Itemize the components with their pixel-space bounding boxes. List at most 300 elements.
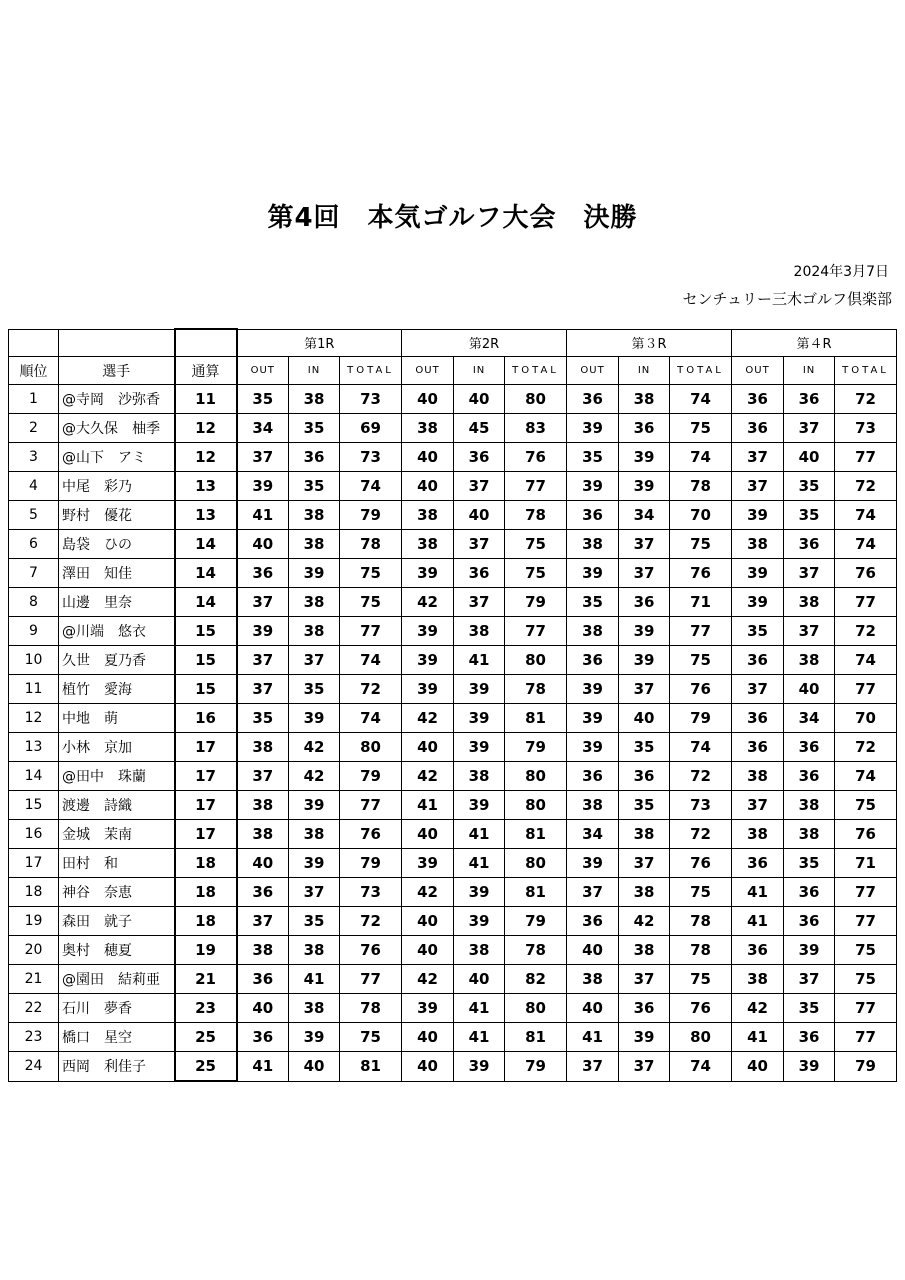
r2-in-cell: 39 bbox=[454, 733, 505, 762]
r1-in-cell: 38 bbox=[289, 994, 340, 1023]
r2-in-cell: 39 bbox=[454, 791, 505, 820]
player-name-cell: 石川 夢香 bbox=[59, 994, 175, 1023]
r4-total-cell: 77 bbox=[835, 588, 897, 617]
r2-total-cell: 81 bbox=[505, 704, 567, 733]
r3-in-cell: 39 bbox=[619, 443, 670, 472]
r2-out-cell: 38 bbox=[402, 414, 454, 443]
r3-in-cell: 40 bbox=[619, 704, 670, 733]
r3-total-cell: 74 bbox=[670, 443, 732, 472]
r3-out-cell: 38 bbox=[567, 530, 619, 559]
r2-total-cell: 81 bbox=[505, 820, 567, 849]
r4-total-cell: 72 bbox=[835, 733, 897, 762]
r1-total-cell: 72 bbox=[340, 907, 402, 936]
r2-in-cell: 39 bbox=[454, 675, 505, 704]
r1-in-cell: 38 bbox=[289, 385, 340, 414]
r1-out-cell: 39 bbox=[237, 472, 289, 501]
r3-out-cell: 39 bbox=[567, 733, 619, 762]
r4-in-cell: 35 bbox=[784, 501, 835, 530]
r2-in-cell: 36 bbox=[454, 559, 505, 588]
rank-cell: 13 bbox=[9, 733, 59, 762]
r2-total-cell: 79 bbox=[505, 1052, 567, 1082]
r1-total-cell: 76 bbox=[340, 820, 402, 849]
cumulative-cell: 16 bbox=[175, 704, 237, 733]
cumulative-header: 通算 bbox=[175, 357, 237, 385]
player-name-cell: 渡邊 詩織 bbox=[59, 791, 175, 820]
r2-out-cell: 40 bbox=[402, 443, 454, 472]
r3-out-cell: 39 bbox=[567, 414, 619, 443]
r3-in-cell: 36 bbox=[619, 762, 670, 791]
player-name-cell: 森田 就子 bbox=[59, 907, 175, 936]
r4-in-cell: 34 bbox=[784, 704, 835, 733]
r1-out-cell: 34 bbox=[237, 414, 289, 443]
cumulative-cell: 15 bbox=[175, 646, 237, 675]
r4-out-cell: 36 bbox=[732, 704, 784, 733]
r2-total-cell: 80 bbox=[505, 791, 567, 820]
rank-cell: 1 bbox=[9, 385, 59, 414]
r4-total-cell: 77 bbox=[835, 907, 897, 936]
cumulative-cell: 18 bbox=[175, 849, 237, 878]
header-blank bbox=[9, 329, 59, 357]
rank-cell: 2 bbox=[9, 414, 59, 443]
r4-in-cell: 40 bbox=[784, 675, 835, 704]
table-row bbox=[9, 414, 897, 443]
r1-in-cell: 38 bbox=[289, 530, 340, 559]
r1-total-cell: 79 bbox=[340, 501, 402, 530]
r3-total-cell: 79 bbox=[670, 704, 732, 733]
r3-out-cell: 38 bbox=[567, 791, 619, 820]
rank-cell: 24 bbox=[9, 1052, 59, 1082]
r3-total-cell: 70 bbox=[670, 501, 732, 530]
r4-out-cell: 36 bbox=[732, 646, 784, 675]
r2-out-cell: 40 bbox=[402, 733, 454, 762]
r1-out-cell: 38 bbox=[237, 733, 289, 762]
r1-total-cell: 77 bbox=[340, 617, 402, 646]
r3-in-cell: 35 bbox=[619, 791, 670, 820]
r1-out-cell: 39 bbox=[237, 617, 289, 646]
r4-out-cell: 36 bbox=[732, 849, 784, 878]
r3-total-cell: 76 bbox=[670, 994, 732, 1023]
r3-out-cell: 35 bbox=[567, 443, 619, 472]
r3-total-cell: 74 bbox=[670, 1052, 732, 1082]
r4-in-cell: 36 bbox=[784, 907, 835, 936]
r4-in-cell: 36 bbox=[784, 733, 835, 762]
r4-in-header: IN bbox=[784, 357, 835, 385]
cumulative-cell: 14 bbox=[175, 530, 237, 559]
r3-out-cell: 36 bbox=[567, 646, 619, 675]
player-name-cell: 奥村 穂夏 bbox=[59, 936, 175, 965]
player-name-cell: 中尾 彩乃 bbox=[59, 472, 175, 501]
page-title: 第4回 本気ゴルフ大会 決勝 bbox=[267, 203, 638, 233]
player-name-cell: 澤田 知佳 bbox=[59, 559, 175, 588]
r1-total-cell: 75 bbox=[340, 588, 402, 617]
r2-total-cell: 80 bbox=[505, 646, 567, 675]
r2-total-cell: 80 bbox=[505, 994, 567, 1023]
player-name-cell: 島袋 ひの bbox=[59, 530, 175, 559]
r2-in-cell: 41 bbox=[454, 820, 505, 849]
cumulative-cell: 14 bbox=[175, 588, 237, 617]
table-row bbox=[9, 1052, 897, 1082]
r3-in-cell: 37 bbox=[619, 1052, 670, 1082]
r1-total-cell: 78 bbox=[340, 994, 402, 1023]
player-name-cell: @田中 珠蘭 bbox=[59, 762, 175, 791]
rank-cell: 11 bbox=[9, 675, 59, 704]
r1-total-cell: 72 bbox=[340, 675, 402, 704]
player-name-cell: 神谷 奈恵 bbox=[59, 878, 175, 907]
r1-out-cell: 38 bbox=[237, 791, 289, 820]
r3-total-cell: 75 bbox=[670, 530, 732, 559]
r2-in-cell: 39 bbox=[454, 704, 505, 733]
r3-in-cell: 36 bbox=[619, 588, 670, 617]
table-row bbox=[9, 675, 897, 704]
r2-total-cell: 80 bbox=[505, 762, 567, 791]
r3-in-cell: 39 bbox=[619, 646, 670, 675]
rank-cell: 20 bbox=[9, 936, 59, 965]
r1-out-cell: 40 bbox=[237, 994, 289, 1023]
r2-in-cell: 39 bbox=[454, 878, 505, 907]
r2-out-cell: 42 bbox=[402, 965, 454, 994]
r1-in-cell: 39 bbox=[289, 704, 340, 733]
player-name-cell: 野村 優花 bbox=[59, 501, 175, 530]
r4-in-cell: 35 bbox=[784, 849, 835, 878]
r3-in-cell: 37 bbox=[619, 559, 670, 588]
rank-cell: 12 bbox=[9, 704, 59, 733]
r2-total-cell: 80 bbox=[505, 849, 567, 878]
r4-out-cell: 40 bbox=[732, 1052, 784, 1082]
r2-out-cell: 42 bbox=[402, 878, 454, 907]
r3-in-cell: 37 bbox=[619, 849, 670, 878]
r4-total-cell: 75 bbox=[835, 791, 897, 820]
cumulative-cell: 14 bbox=[175, 559, 237, 588]
rank-cell: 16 bbox=[9, 820, 59, 849]
table-row bbox=[9, 791, 897, 820]
r3-total-header: TOTAL bbox=[670, 357, 732, 385]
r4-out-cell: 38 bbox=[732, 530, 784, 559]
rank-cell: 23 bbox=[9, 1023, 59, 1052]
r4-out-cell: 37 bbox=[732, 443, 784, 472]
player-name-cell: @園田 結莉亜 bbox=[59, 965, 175, 994]
round-2-header: 第2R bbox=[402, 329, 567, 357]
player-name-cell: @川端 悠衣 bbox=[59, 617, 175, 646]
r4-out-cell: 35 bbox=[732, 617, 784, 646]
r1-in-cell: 39 bbox=[289, 849, 340, 878]
r3-total-cell: 77 bbox=[670, 617, 732, 646]
rank-cell: 9 bbox=[9, 617, 59, 646]
rank-cell: 5 bbox=[9, 501, 59, 530]
r4-in-cell: 37 bbox=[784, 617, 835, 646]
r3-out-cell: 37 bbox=[567, 878, 619, 907]
rank-cell: 14 bbox=[9, 762, 59, 791]
r3-in-cell: 37 bbox=[619, 530, 670, 559]
r2-out-cell: 39 bbox=[402, 559, 454, 588]
header-blank bbox=[59, 329, 175, 357]
rank-cell: 17 bbox=[9, 849, 59, 878]
round-4-header: 第４R bbox=[732, 329, 897, 357]
r4-total-cell: 71 bbox=[835, 849, 897, 878]
r4-in-cell: 38 bbox=[784, 791, 835, 820]
r2-in-cell: 45 bbox=[454, 414, 505, 443]
r4-in-cell: 36 bbox=[784, 530, 835, 559]
venue-name: センチュリー三木ゴルフ倶楽部 bbox=[682, 290, 892, 308]
r4-out-cell: 41 bbox=[732, 907, 784, 936]
r2-out-cell: 40 bbox=[402, 472, 454, 501]
table-row bbox=[9, 385, 897, 414]
player-name-cell: 田村 和 bbox=[59, 849, 175, 878]
table-row bbox=[9, 762, 897, 791]
rank-cell: 22 bbox=[9, 994, 59, 1023]
r3-in-cell: 39 bbox=[619, 1023, 670, 1052]
r4-in-cell: 36 bbox=[784, 385, 835, 414]
r2-total-header: TOTAL bbox=[505, 357, 567, 385]
r2-in-cell: 37 bbox=[454, 472, 505, 501]
r1-total-cell: 79 bbox=[340, 849, 402, 878]
r3-out-cell: 39 bbox=[567, 559, 619, 588]
r1-total-cell: 75 bbox=[340, 559, 402, 588]
table-row bbox=[9, 994, 897, 1023]
player-name-cell: @大久保 柚季 bbox=[59, 414, 175, 443]
cumulative-cell: 15 bbox=[175, 675, 237, 704]
r2-in-cell: 38 bbox=[454, 936, 505, 965]
r1-total-cell: 77 bbox=[340, 791, 402, 820]
r2-in-cell: 39 bbox=[454, 1052, 505, 1082]
r2-total-cell: 79 bbox=[505, 588, 567, 617]
table-row bbox=[9, 443, 897, 472]
cumulative-cell: 18 bbox=[175, 878, 237, 907]
r3-out-cell: 39 bbox=[567, 704, 619, 733]
r1-in-cell: 42 bbox=[289, 733, 340, 762]
r2-in-cell: 41 bbox=[454, 994, 505, 1023]
table-row bbox=[9, 559, 897, 588]
r4-total-cell: 77 bbox=[835, 443, 897, 472]
table-row bbox=[9, 530, 897, 559]
r4-in-cell: 40 bbox=[784, 443, 835, 472]
cumulative-cell: 25 bbox=[175, 1052, 237, 1082]
r2-in-cell: 38 bbox=[454, 617, 505, 646]
r1-out-cell: 37 bbox=[237, 762, 289, 791]
r4-total-cell: 77 bbox=[835, 1023, 897, 1052]
r1-in-cell: 40 bbox=[289, 1052, 340, 1082]
r1-total-header: TOTAL bbox=[340, 357, 402, 385]
r2-out-cell: 39 bbox=[402, 675, 454, 704]
r2-total-cell: 79 bbox=[505, 733, 567, 762]
r3-in-cell: 38 bbox=[619, 820, 670, 849]
r1-out-cell: 36 bbox=[237, 1023, 289, 1052]
r3-in-cell: 37 bbox=[619, 965, 670, 994]
cumulative-cell: 17 bbox=[175, 820, 237, 849]
r4-in-cell: 38 bbox=[784, 588, 835, 617]
r2-out-cell: 40 bbox=[402, 1052, 454, 1082]
cumulative-cell: 17 bbox=[175, 762, 237, 791]
r1-total-cell: 73 bbox=[340, 878, 402, 907]
table-row bbox=[9, 617, 897, 646]
r3-out-cell: 39 bbox=[567, 472, 619, 501]
r4-total-cell: 74 bbox=[835, 762, 897, 791]
r1-out-cell: 35 bbox=[237, 385, 289, 414]
r2-total-cell: 76 bbox=[505, 443, 567, 472]
cumulative-cell: 12 bbox=[175, 443, 237, 472]
r2-total-cell: 82 bbox=[505, 965, 567, 994]
r4-out-cell: 38 bbox=[732, 762, 784, 791]
cumulative-cell: 17 bbox=[175, 733, 237, 762]
r2-total-cell: 81 bbox=[505, 1023, 567, 1052]
r2-in-cell: 40 bbox=[454, 501, 505, 530]
r1-out-cell: 37 bbox=[237, 588, 289, 617]
table-row bbox=[9, 588, 897, 617]
r3-out-header: OUT bbox=[567, 357, 619, 385]
r4-in-cell: 37 bbox=[784, 414, 835, 443]
player-name-cell: 久世 夏乃香 bbox=[59, 646, 175, 675]
r4-total-cell: 74 bbox=[835, 646, 897, 675]
r4-in-cell: 39 bbox=[784, 1052, 835, 1082]
r3-in-cell: 39 bbox=[619, 472, 670, 501]
r1-total-cell: 79 bbox=[340, 762, 402, 791]
r3-total-cell: 78 bbox=[670, 472, 732, 501]
r2-out-cell: 42 bbox=[402, 588, 454, 617]
r4-out-cell: 37 bbox=[732, 791, 784, 820]
r2-total-cell: 83 bbox=[505, 414, 567, 443]
cumulative-cell: 21 bbox=[175, 965, 237, 994]
r1-total-cell: 73 bbox=[340, 443, 402, 472]
r1-in-cell: 41 bbox=[289, 965, 340, 994]
r2-in-cell: 38 bbox=[454, 762, 505, 791]
r2-out-cell: 39 bbox=[402, 994, 454, 1023]
r4-out-cell: 37 bbox=[732, 675, 784, 704]
table-row bbox=[9, 733, 897, 762]
r3-total-cell: 74 bbox=[670, 385, 732, 414]
r1-in-cell: 37 bbox=[289, 878, 340, 907]
header-blank bbox=[175, 329, 237, 357]
round-header-row bbox=[9, 329, 897, 357]
rank-cell: 4 bbox=[9, 472, 59, 501]
table-row bbox=[9, 936, 897, 965]
r3-in-cell: 35 bbox=[619, 733, 670, 762]
player-header: 選手 bbox=[59, 357, 175, 385]
table-row bbox=[9, 501, 897, 530]
r3-out-cell: 40 bbox=[567, 994, 619, 1023]
rank-cell: 18 bbox=[9, 878, 59, 907]
player-name-cell: @寺岡 沙弥香 bbox=[59, 385, 175, 414]
r4-in-cell: 35 bbox=[784, 994, 835, 1023]
r1-in-cell: 36 bbox=[289, 443, 340, 472]
r1-out-cell: 35 bbox=[237, 704, 289, 733]
r2-out-cell: 40 bbox=[402, 820, 454, 849]
r4-total-cell: 77 bbox=[835, 994, 897, 1023]
r3-out-cell: 36 bbox=[567, 762, 619, 791]
r2-in-cell: 41 bbox=[454, 1023, 505, 1052]
cumulative-cell: 11 bbox=[175, 385, 237, 414]
r4-out-cell: 37 bbox=[732, 472, 784, 501]
r4-total-cell: 72 bbox=[835, 617, 897, 646]
cumulative-cell: 19 bbox=[175, 936, 237, 965]
player-name-cell: @山下 アミ bbox=[59, 443, 175, 472]
r4-out-cell: 36 bbox=[732, 385, 784, 414]
r4-out-cell: 36 bbox=[732, 733, 784, 762]
r1-total-cell: 76 bbox=[340, 936, 402, 965]
r3-out-cell: 39 bbox=[567, 675, 619, 704]
r3-in-cell: 36 bbox=[619, 414, 670, 443]
r2-in-cell: 40 bbox=[454, 385, 505, 414]
r2-out-cell: 39 bbox=[402, 617, 454, 646]
r3-total-cell: 72 bbox=[670, 820, 732, 849]
table-row bbox=[9, 965, 897, 994]
r1-out-cell: 37 bbox=[237, 907, 289, 936]
r1-out-cell: 38 bbox=[237, 820, 289, 849]
r4-out-cell: 41 bbox=[732, 878, 784, 907]
table-row bbox=[9, 704, 897, 733]
r2-in-cell: 39 bbox=[454, 907, 505, 936]
r4-out-cell: 36 bbox=[732, 936, 784, 965]
r1-out-cell: 40 bbox=[237, 849, 289, 878]
cumulative-cell: 23 bbox=[175, 994, 237, 1023]
player-name-cell: 山邊 里奈 bbox=[59, 588, 175, 617]
r1-total-cell: 73 bbox=[340, 385, 402, 414]
r1-out-header: OUT bbox=[237, 357, 289, 385]
table-row bbox=[9, 646, 897, 675]
r1-in-cell: 37 bbox=[289, 646, 340, 675]
r4-total-cell: 70 bbox=[835, 704, 897, 733]
player-name-cell: 中地 萌 bbox=[59, 704, 175, 733]
r2-out-cell: 38 bbox=[402, 530, 454, 559]
cumulative-cell: 12 bbox=[175, 414, 237, 443]
cumulative-cell: 18 bbox=[175, 907, 237, 936]
cumulative-cell: 17 bbox=[175, 791, 237, 820]
player-name-cell: 植竹 愛海 bbox=[59, 675, 175, 704]
r2-total-cell: 78 bbox=[505, 675, 567, 704]
r3-in-cell: 39 bbox=[619, 617, 670, 646]
r2-in-cell: 36 bbox=[454, 443, 505, 472]
player-name-cell: 金城 茉南 bbox=[59, 820, 175, 849]
r4-total-cell: 77 bbox=[835, 675, 897, 704]
r1-in-cell: 39 bbox=[289, 559, 340, 588]
r4-out-header: OUT bbox=[732, 357, 784, 385]
r4-total-cell: 76 bbox=[835, 559, 897, 588]
r1-in-cell: 35 bbox=[289, 675, 340, 704]
rank-cell: 7 bbox=[9, 559, 59, 588]
r2-out-cell: 40 bbox=[402, 936, 454, 965]
r3-out-cell: 36 bbox=[567, 385, 619, 414]
rank-cell: 19 bbox=[9, 907, 59, 936]
event-date: 2024年3月7日 bbox=[793, 264, 889, 280]
r1-total-cell: 75 bbox=[340, 1023, 402, 1052]
r3-total-cell: 75 bbox=[670, 414, 732, 443]
r3-out-cell: 40 bbox=[567, 936, 619, 965]
rank-cell: 6 bbox=[9, 530, 59, 559]
table-row bbox=[9, 1023, 897, 1052]
round-3-header: 第３R bbox=[567, 329, 732, 357]
r4-in-cell: 36 bbox=[784, 1023, 835, 1052]
player-name-cell: 西岡 利佳子 bbox=[59, 1052, 175, 1082]
r4-in-cell: 35 bbox=[784, 472, 835, 501]
r3-out-cell: 37 bbox=[567, 1052, 619, 1082]
r3-in-cell: 34 bbox=[619, 501, 670, 530]
r2-total-cell: 78 bbox=[505, 501, 567, 530]
r3-total-cell: 75 bbox=[670, 646, 732, 675]
r3-total-cell: 72 bbox=[670, 762, 732, 791]
r3-out-cell: 39 bbox=[567, 849, 619, 878]
r3-out-cell: 34 bbox=[567, 820, 619, 849]
r3-out-cell: 38 bbox=[567, 965, 619, 994]
r3-total-cell: 75 bbox=[670, 965, 732, 994]
r3-in-cell: 38 bbox=[619, 878, 670, 907]
r4-in-cell: 38 bbox=[784, 820, 835, 849]
r1-in-header: IN bbox=[289, 357, 340, 385]
r1-total-cell: 74 bbox=[340, 472, 402, 501]
player-name-cell: 小林 京加 bbox=[59, 733, 175, 762]
r1-in-cell: 38 bbox=[289, 501, 340, 530]
r1-out-cell: 36 bbox=[237, 965, 289, 994]
r4-out-cell: 42 bbox=[732, 994, 784, 1023]
r4-total-header: TOTAL bbox=[835, 357, 897, 385]
r2-total-cell: 80 bbox=[505, 385, 567, 414]
